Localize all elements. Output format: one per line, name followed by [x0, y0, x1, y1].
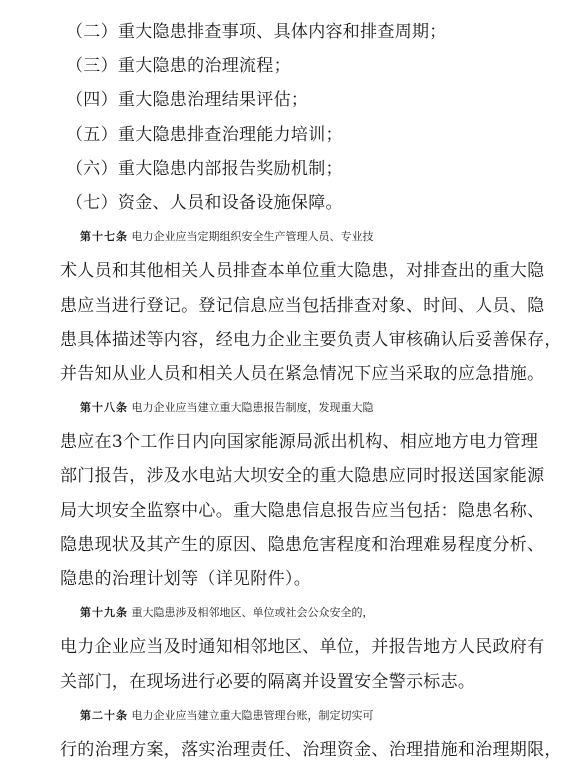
- list-item: （七）资金、人员和设备设施保障。: [66, 193, 343, 213]
- paragraph-line: 术人员和其他相关人员排查本单位重大隐患，对排查出的重大隐: [60, 261, 545, 281]
- paragraph-line: 局大坝安全监察中心。重大隐患信息报告应当包括：隐患名称、: [60, 501, 545, 521]
- paragraph-line: 患应在3个工作日内向国家能源局派出机构、相应地方电力管理: [60, 432, 539, 452]
- paragraph-text: 电力企业应当建立重大隐患报告制度，发现重大隐: [131, 401, 374, 414]
- list-item: （五）重大隐患排查治理能力培训；: [66, 125, 343, 145]
- paragraph-text: 重大隐患涉及相邻地区、单位或社会公众安全的，: [131, 606, 374, 619]
- paragraph-line: 电力企业应当及时通知相邻地区、单位，并报告地方人民政府有: [60, 637, 545, 657]
- article-title: 第二十条: [80, 709, 128, 722]
- paragraph-line: 并告知从业人员和相关人员在紧急情况下应当采取的应急措施。: [60, 364, 545, 384]
- paragraph-line: 隐患的治理计划等（详见附件）。: [60, 569, 311, 589]
- paragraph-line: 患应当进行登记。登记信息应当包括排查对象、时间、人员、隐: [60, 296, 545, 316]
- paragraph-line: 隐患现状及其产生的原因、隐患危害程度和治理难易程度分析、: [60, 535, 545, 555]
- paragraph-text: 电力企业应当定期组织安全生产管理人员、专业技: [131, 230, 374, 243]
- article-title: 第十七条: [80, 230, 128, 243]
- list-item: （三）重大隐患的治理流程；: [66, 56, 291, 76]
- article-paragraph-first-line: [80, 227, 576, 247]
- list-item: （四）重大隐患治理结果评估；: [66, 90, 309, 110]
- article-paragraph-first-line: [80, 706, 576, 726]
- paragraph-line: 患具体描述等内容，经电力企业主要负责人审核确认后妥善保存，: [60, 330, 562, 350]
- article-paragraph-first-line: [80, 398, 576, 418]
- paragraph-line: 关部门，在现场进行必要的隔离并设置安全警示标志。: [60, 672, 476, 692]
- list-item: （六）重大隐患内部报告奖励机制；: [66, 159, 343, 179]
- paragraph-line: 部门报告，涉及水电站大坝安全的重大隐患应同时报送国家能源: [60, 466, 545, 486]
- article-title: 第十九条: [80, 606, 128, 619]
- paragraph-line: 行的治理方案，落实治理责任、治理资金、治理措施和治理期限，: [60, 740, 562, 760]
- list-item: （二）重大隐患排查事项、具体内容和排查周期；: [66, 22, 447, 42]
- paragraph-text: 电力企业应当建立重大隐患管理台账，制定切实可: [131, 709, 374, 722]
- article-paragraph-first-line: [80, 603, 576, 623]
- article-title: 第十八条: [80, 401, 128, 414]
